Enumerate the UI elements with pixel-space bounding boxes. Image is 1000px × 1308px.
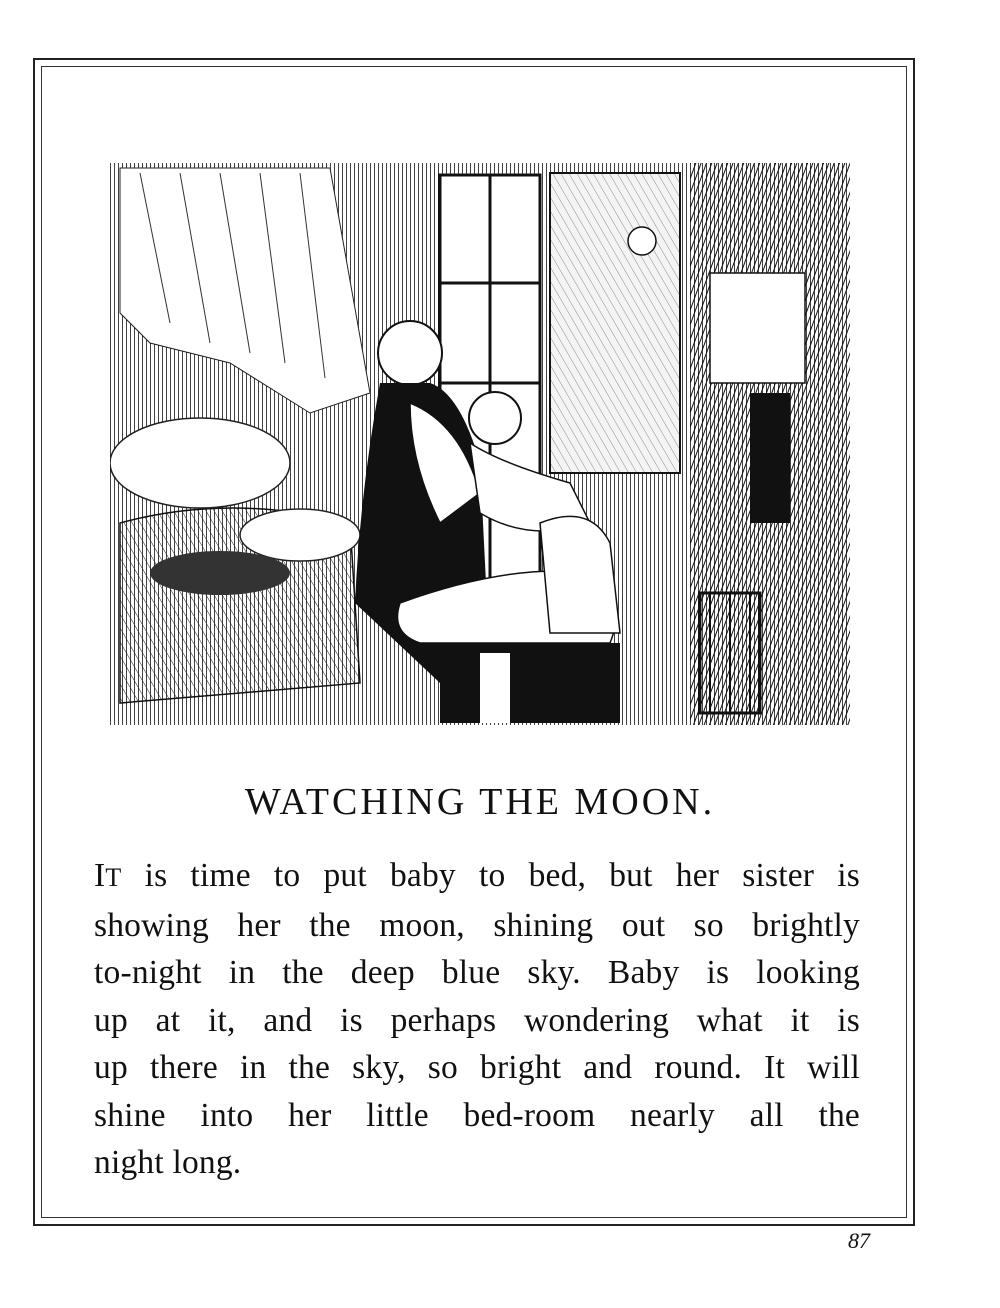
drop-lead: IT (94, 857, 122, 894)
text-line-1 (94, 852, 860, 902)
text-line-3: to-night in the deep blue sky. Baby is looking (94, 954, 860, 991)
text-line-7: night long. (94, 1144, 242, 1181)
text-line-1-rest: is time to put baby to bed, but her sister is (121, 857, 860, 894)
page-title: WATCHING THE MOON. (244, 781, 716, 823)
body-paragraph (94, 852, 860, 1187)
text-line-5: up there in the sky, so bright and round. It will (94, 1049, 860, 1086)
engraving-illustration (110, 163, 850, 725)
text-line-6: shine into her little bed-room nearly all the (94, 1096, 860, 1134)
page-number: 87 (848, 1228, 870, 1253)
text-line-4: up at it, and is perhaps wondering what it is (94, 1001, 860, 1039)
text-line-2: showing her the moon, shining out so brightly (94, 906, 860, 944)
